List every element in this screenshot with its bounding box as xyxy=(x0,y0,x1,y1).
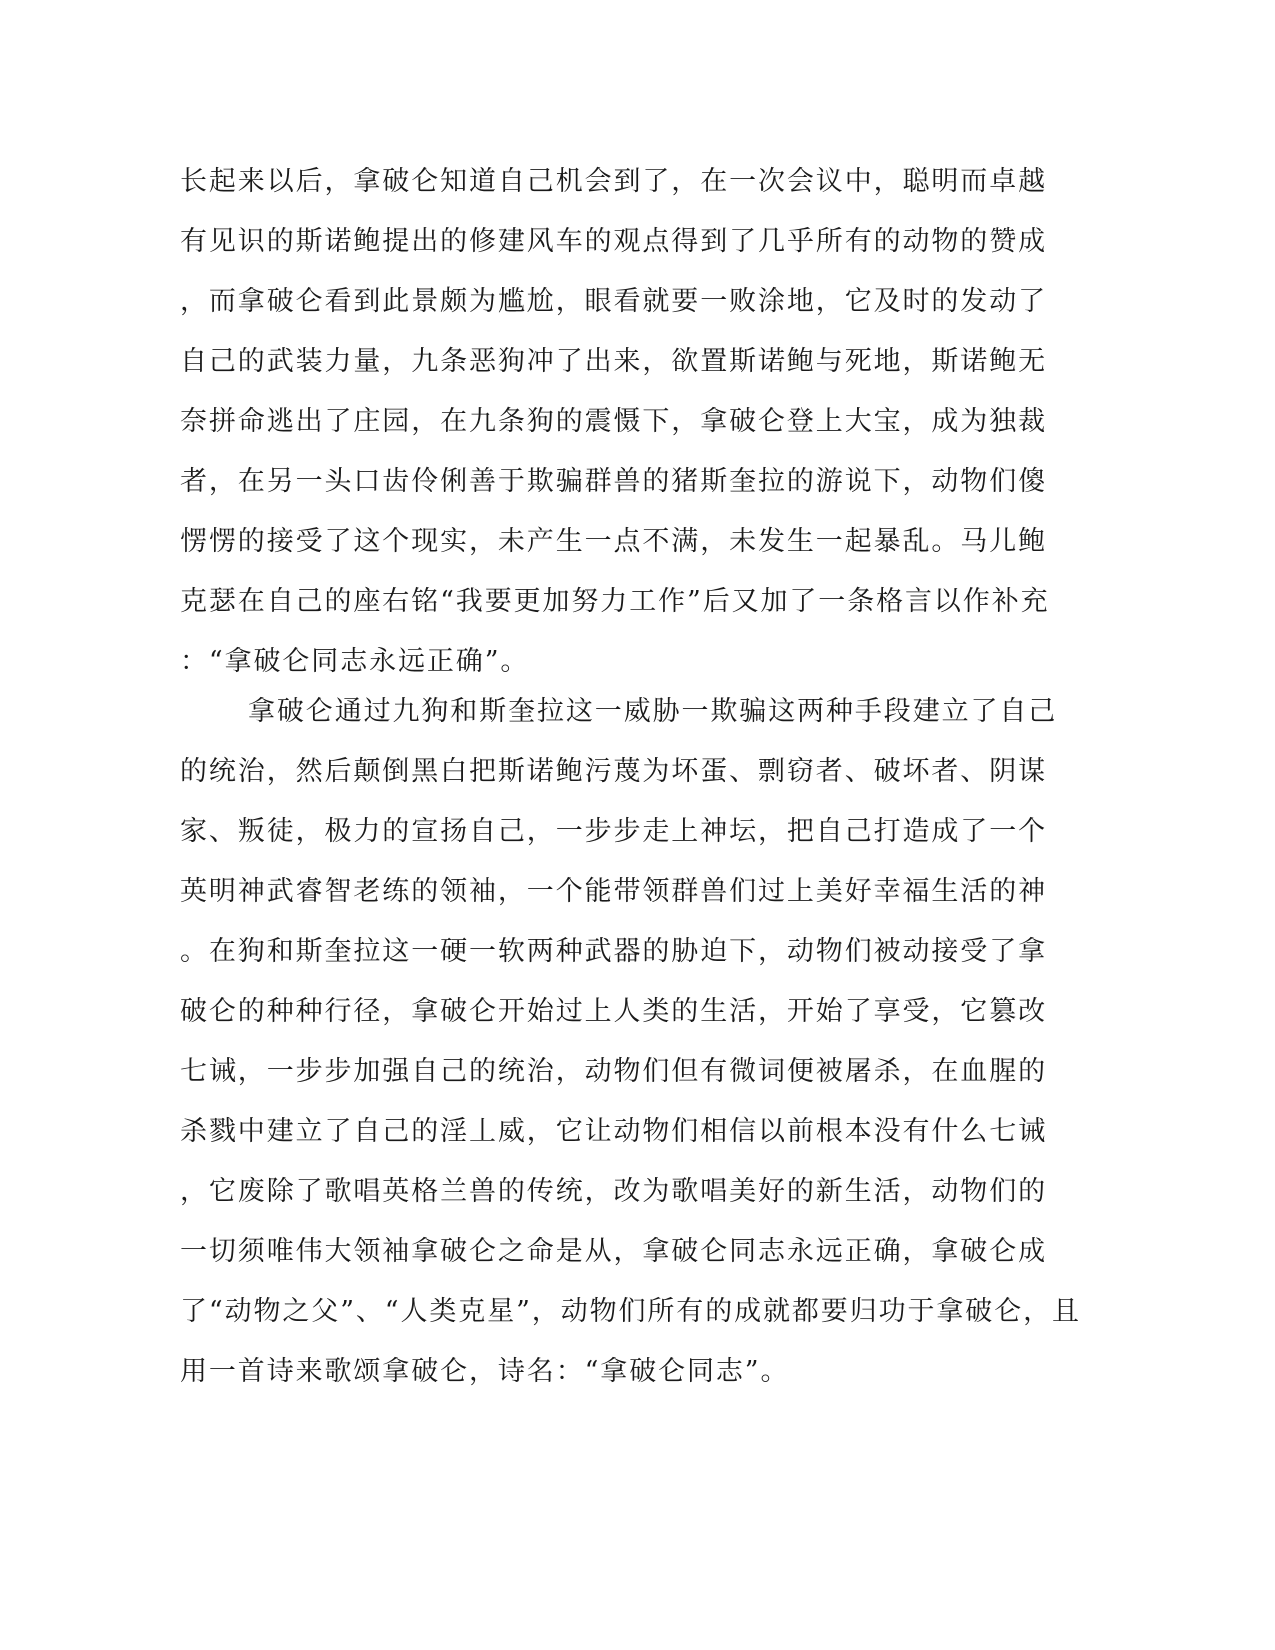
paragraph-line: 英明神武睿智老练的领袖，一个能带领群兽们过上美好幸福生活的神 xyxy=(180,876,1047,907)
paragraph-line: ：“拿破仑同志永远正确”。 xyxy=(180,646,530,677)
paragraph-1 xyxy=(180,152,1050,692)
paragraph-line: 有见识的斯诺鲍提出的修建风车的观点得到了几乎所有的动物的赞成 xyxy=(180,226,1047,257)
paragraph-line: 家、叛徒，极力的宣扬自己，一步步走上神坛，把自己打造成了一个 xyxy=(180,816,1047,847)
paragraph-2 xyxy=(180,682,1081,1402)
paragraph-line: 拿破仑通过九狗和斯奎拉这一威胁一欺骗这两种手段建立了自己 xyxy=(248,696,1058,727)
paragraph-line: 了“动物之父”、“人类克星”，动物们所有的成就都要归功于拿破仑，且 xyxy=(180,1296,1081,1327)
paragraph-line: 。在狗和斯奎拉这一硬一软两种武器的胁迫下，动物们被动接受了拿 xyxy=(180,936,1047,967)
paragraph-line: ，它废除了歌唱英格兰兽的传统，改为歌唱美好的新生活，动物们的 xyxy=(180,1176,1047,1207)
paragraph-line: 的统治，然后颠倒黑白把斯诺鲍污蔑为坏蛋、剽窃者、破坏者、阴谋 xyxy=(180,756,1047,787)
paragraph-line: 愣愣的接受了这个现实，未产生一点不满，未发生一起暴乱。马儿鲍 xyxy=(180,526,1047,557)
paragraph-line: 自己的武装力量，九条恶狗冲了出来，欲置斯诺鲍与死地，斯诺鲍无 xyxy=(180,346,1047,377)
paragraph-line: ，而拿破仑看到此景颇为尴尬，眼看就要一败涂地，它及时的发动了 xyxy=(180,286,1047,317)
paragraph-line: 破仑的种种行径，拿破仑开始过上人类的生活，开始了享受，它篡改 xyxy=(180,996,1047,1027)
paragraph-line: 七诫，一步步加强自己的统治，动物们但有微词便被屠杀，在血腥的 xyxy=(180,1056,1047,1087)
paragraph-line: 者，在另一头口齿伶俐善于欺骗群兽的猪斯奎拉的游说下，动物们傻 xyxy=(180,466,1047,497)
paragraph-line: 杀戮中建立了自己的淫丄威，它让动物们相信以前根本没有什么七诫 xyxy=(180,1116,1047,1147)
paragraph-line: 用一首诗来歌颂拿破仑，诗名：“拿破仑同志”。 xyxy=(180,1356,790,1387)
paragraph-line: 一切须唯伟大领袖拿破仑之命是从，拿破仑同志永远正确，拿破仑成 xyxy=(180,1236,1047,1267)
paragraph-line: 克瑟在自己的座右铭“我要更加努力工作”后又加了一条格言以作补充 xyxy=(180,586,1050,617)
paragraph-line: 长起来以后，拿破仑知道自己机会到了，在一次会议中，聪明而卓越 xyxy=(180,166,1047,197)
paragraph-line: 奈拼命逃出了庄园，在九条狗的震慑下，拿破仑登上大宝，成为独裁 xyxy=(180,406,1047,437)
